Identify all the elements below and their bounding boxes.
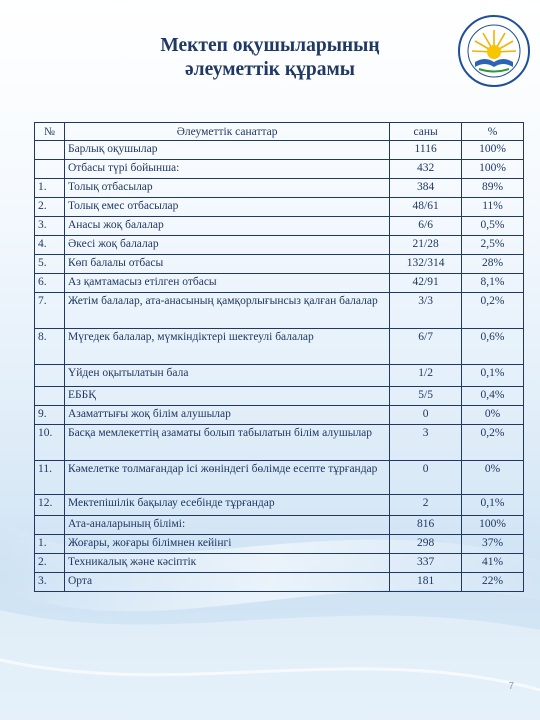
header-category: Әлеуметтік санаттар (64, 123, 389, 141)
row-category: Үйден оқытылатын бала (64, 365, 389, 387)
table-row (35, 198, 524, 217)
row-category: Орта (64, 573, 389, 592)
table-header-row (35, 123, 524, 141)
row-count: 432 (390, 160, 462, 179)
table-row (35, 425, 524, 461)
row-number: 9. (35, 406, 65, 425)
school-logo (457, 14, 531, 88)
row-category: Мектепішілік бақылау есебінде тұрғандар (64, 495, 389, 516)
table-row (35, 293, 524, 329)
row-category: Әкесі жоқ балалар (64, 236, 389, 255)
table-row (35, 406, 524, 425)
table-row (35, 179, 524, 198)
row-percent: 0% (462, 461, 524, 495)
row-category: Басқа мемлекеттің азаматы болып табылатын білім алушылар (64, 425, 389, 461)
row-category: Аз қамтамасыз етілген отбасы (64, 274, 389, 293)
table-row (35, 160, 524, 179)
row-number: 3. (35, 573, 65, 592)
row-percent: 22% (462, 573, 524, 592)
row-number (35, 365, 65, 387)
row-number: 12. (35, 495, 65, 516)
row-percent: 0,2% (462, 425, 524, 461)
table-row (35, 217, 524, 236)
row-percent: 0,4% (462, 387, 524, 406)
row-category: Барлық оқушылар (64, 141, 389, 160)
row-number (35, 387, 65, 406)
table-row (35, 573, 524, 592)
title-line-2: әлеуметтік құрамы (185, 59, 355, 80)
row-number: 1. (35, 535, 65, 554)
row-category: Техникалық және кәсіптік (64, 554, 389, 573)
row-category: Толық отбасылар (64, 179, 389, 198)
row-count: 1/2 (390, 365, 462, 387)
header-percent: % (462, 123, 524, 141)
header-count: саны (390, 123, 462, 141)
table-row (35, 495, 524, 516)
row-count: 384 (390, 179, 462, 198)
row-count: 3/3 (390, 293, 462, 329)
row-percent: 41% (462, 554, 524, 573)
row-number: 1. (35, 179, 65, 198)
table-row (35, 516, 524, 535)
row-category: Көп балалы отбасы (64, 255, 389, 274)
row-count: 5/5 (390, 387, 462, 406)
row-number (35, 141, 65, 160)
row-percent: 0% (462, 406, 524, 425)
row-number (35, 516, 65, 535)
row-percent: 11% (462, 198, 524, 217)
row-percent: 8,1% (462, 274, 524, 293)
table-row (35, 236, 524, 255)
row-number: 5. (35, 255, 65, 274)
row-category: Толық емес отбасылар (64, 198, 389, 217)
row-category: Жоғары, жоғары білімнен кейінгі (64, 535, 389, 554)
row-percent: 100% (462, 141, 524, 160)
row-category: Жетім балалар, ата-анасының қамқорлығынсыз қалған балалар (64, 293, 389, 329)
row-category: Ата-аналарының білімі: (64, 516, 389, 535)
row-count: 337 (390, 554, 462, 573)
row-number: 11. (35, 461, 65, 495)
row-number: 3. (35, 217, 65, 236)
table-row (35, 274, 524, 293)
row-number (35, 160, 65, 179)
row-category: Анасы жоқ балалар (64, 217, 389, 236)
row-percent: 0,1% (462, 495, 524, 516)
row-count: 2 (390, 495, 462, 516)
row-percent: 0,6% (462, 329, 524, 365)
row-percent: 89% (462, 179, 524, 198)
row-count: 6/6 (390, 217, 462, 236)
row-number: 7. (35, 293, 65, 329)
row-category: Мүгедек балалар, мүмкіндіктері шектеулі балалар (64, 329, 389, 365)
row-number: 8. (35, 329, 65, 365)
row-category: Азаматтығы жоқ білім алушылар (64, 406, 389, 425)
table-row (35, 365, 524, 387)
row-count: 3 (390, 425, 462, 461)
row-percent: 0,1% (462, 365, 524, 387)
table-row (35, 387, 524, 406)
row-count: 21/28 (390, 236, 462, 255)
row-count: 132/314 (390, 255, 462, 274)
row-percent: 100% (462, 160, 524, 179)
row-percent: 2,5% (462, 236, 524, 255)
row-number: 10. (35, 425, 65, 461)
row-percent: 28% (462, 255, 524, 274)
social-composition-table (34, 122, 524, 592)
row-count: 1116 (390, 141, 462, 160)
table-row (35, 461, 524, 495)
row-category: ЕББҚ (64, 387, 389, 406)
row-number: 4. (35, 236, 65, 255)
title-line-1: Мектеп оқушыларының (160, 35, 380, 56)
row-count: 42/91 (390, 274, 462, 293)
row-number: 2. (35, 198, 65, 217)
row-number: 6. (35, 274, 65, 293)
row-percent: 0,5% (462, 217, 524, 236)
row-number: 2. (35, 554, 65, 573)
row-category: Кәмелетке толмағандар ісі жөніндегі бөлімде есепте тұрғандар (64, 461, 389, 495)
row-count: 48/61 (390, 198, 462, 217)
page-number: 7 (508, 681, 514, 692)
row-count: 181 (390, 573, 462, 592)
row-percent: 0,2% (462, 293, 524, 329)
table-row (35, 255, 524, 274)
table-row (35, 141, 524, 160)
row-percent: 37% (462, 535, 524, 554)
table-row (35, 329, 524, 365)
row-category: Отбасы түрі бойынша: (64, 160, 389, 179)
row-count: 6/7 (390, 329, 462, 365)
table-row (35, 535, 524, 554)
row-percent: 100% (462, 516, 524, 535)
table-row (35, 554, 524, 573)
row-count: 816 (390, 516, 462, 535)
row-count: 0 (390, 461, 462, 495)
row-count: 0 (390, 406, 462, 425)
row-count: 298 (390, 535, 462, 554)
header-number: № (35, 123, 65, 141)
